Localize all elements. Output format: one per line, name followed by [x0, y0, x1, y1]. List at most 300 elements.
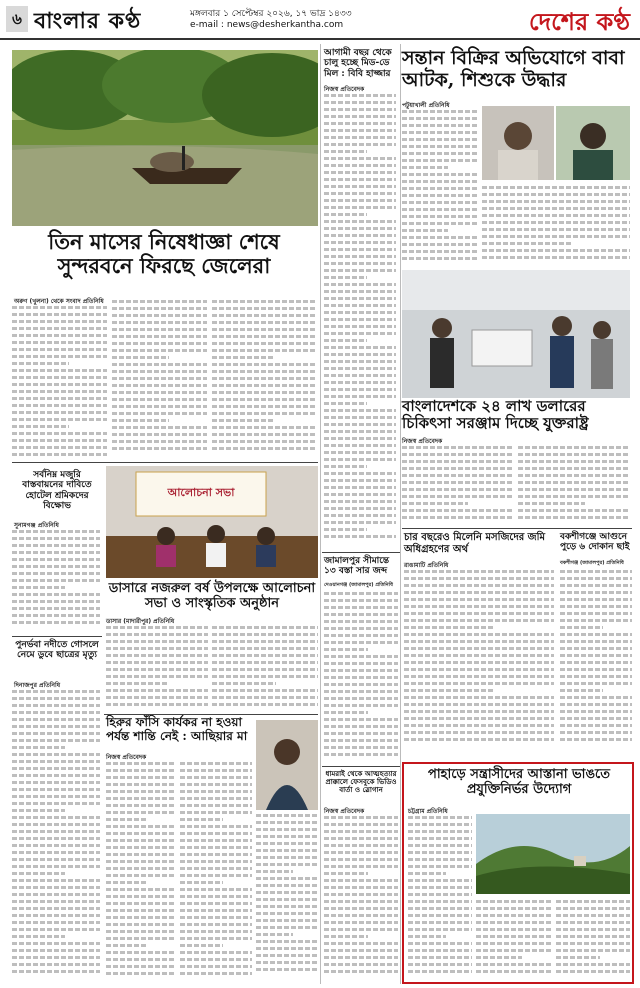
- body-text-line: [402, 159, 478, 162]
- body-text-line: [324, 332, 396, 335]
- body-text-line: [402, 201, 478, 204]
- body-text-line: [476, 956, 522, 959]
- body-text-line: [518, 446, 630, 449]
- body-text-line: [408, 963, 472, 966]
- body-text-line: [324, 465, 367, 468]
- body-text-line: [324, 458, 396, 461]
- body-text-line: [212, 640, 318, 643]
- body-text-line: [324, 129, 396, 132]
- body-text-line: [518, 467, 630, 470]
- body-text-line: [106, 703, 208, 706]
- body-text-line: [324, 746, 398, 749]
- body-text-line: [106, 965, 176, 968]
- body-text-line: [256, 898, 318, 901]
- body-text-line: [404, 647, 554, 650]
- body-text-line: [324, 479, 396, 482]
- body-text-line: [12, 739, 100, 742]
- body-text-line: [12, 928, 100, 931]
- body-text-line: [324, 304, 396, 307]
- body-text-line: [482, 242, 571, 245]
- body-text-line: [324, 893, 398, 896]
- body-text-line: [324, 970, 398, 973]
- body-text-line: [324, 900, 398, 903]
- body-text-line: [560, 633, 632, 636]
- body-text-line: [180, 916, 252, 919]
- body-text-line: [12, 704, 100, 707]
- body-text-line: [402, 145, 478, 148]
- body-text-line: [404, 731, 554, 734]
- body-text-line: [560, 577, 632, 580]
- body-text-line: [324, 500, 396, 503]
- body-text-line: [12, 795, 100, 798]
- body-text-line: [324, 620, 398, 623]
- child-sale-photo: [482, 106, 554, 180]
- body-text-line: [106, 762, 176, 765]
- body-text-line: [482, 207, 630, 210]
- body-text-line: [180, 762, 252, 765]
- body-text-line: [12, 942, 100, 945]
- hills-body: [408, 816, 472, 978]
- body-text-line: [12, 558, 100, 561]
- body-text-line: [324, 437, 396, 440]
- body-text-line: [106, 661, 208, 664]
- body-text-line: [180, 958, 252, 961]
- body-text-line: [106, 958, 176, 961]
- body-text-line: [12, 823, 100, 826]
- body-text-line: [402, 495, 512, 498]
- body-text-line: [12, 621, 100, 624]
- body-text-line: [12, 607, 100, 610]
- body-text-line: [402, 110, 478, 113]
- body-text-line: [212, 696, 318, 699]
- body-text-line: [256, 856, 318, 859]
- body-text-line: [324, 592, 398, 595]
- child-sale-body: [402, 110, 478, 268]
- body-text-line: [476, 921, 552, 924]
- body-text-line: [518, 460, 630, 463]
- body-text-line: [212, 391, 316, 394]
- body-text-line: [12, 565, 100, 568]
- body-text-line: [112, 370, 207, 373]
- body-text-line: [12, 935, 65, 938]
- body-text-line: [12, 439, 107, 442]
- body-text-line: [106, 888, 176, 891]
- body-text-line: [212, 440, 316, 443]
- body-text-line: [180, 783, 252, 786]
- body-text-line: [12, 816, 100, 819]
- body-text-line: [556, 942, 630, 945]
- body-text-line: [324, 886, 398, 889]
- body-text-line: [402, 131, 478, 134]
- body-text-line: [12, 383, 107, 386]
- body-text-line: [324, 178, 396, 181]
- body-text-line: [404, 577, 554, 580]
- body-text-line: [256, 814, 318, 817]
- body-text-line: [12, 879, 100, 882]
- body-text-line: [12, 746, 65, 749]
- body-text-line: [256, 849, 318, 852]
- body-text-line: [402, 208, 478, 211]
- body-text-line: [212, 328, 316, 331]
- body-text-line: [402, 502, 468, 505]
- body-text-line: [324, 956, 398, 959]
- body-text-line: [106, 972, 176, 975]
- body-text-line: [560, 675, 632, 678]
- body-text-line: [112, 447, 207, 450]
- hills-byline: চট্টগ্রাম প্রতিনিধি: [408, 808, 448, 815]
- body-text-line: [324, 486, 396, 489]
- body-text-line: [324, 262, 396, 265]
- body-text-line: [256, 912, 318, 915]
- body-text-line: [482, 214, 630, 217]
- body-text-line: [212, 433, 316, 436]
- body-text-line: [324, 136, 396, 139]
- body-text-line: [212, 405, 316, 408]
- body-text-line: [212, 633, 318, 636]
- fire-headline: বকশীগঞ্জে আগুনে পুড়ে ৬ দোকান ছাই: [560, 532, 630, 553]
- body-text-line: [324, 185, 396, 188]
- body-text-line: [212, 398, 316, 401]
- body-text-line: [324, 423, 396, 426]
- body-text-line: [556, 900, 630, 903]
- body-text-line: [404, 703, 554, 706]
- body-text-line: [106, 916, 176, 919]
- body-text-line: [404, 626, 494, 629]
- body-text-line: [212, 342, 316, 345]
- body-text-line: [518, 516, 630, 519]
- midday-meal-byline: নিজস্ব প্রতিবেদক: [324, 86, 365, 93]
- body-text-line: [12, 711, 100, 714]
- body-text-line: [212, 654, 318, 657]
- body-text-line: [324, 234, 396, 237]
- body-text-line: [180, 769, 252, 772]
- body-text-line: [408, 893, 472, 896]
- body-text-line: [476, 914, 552, 917]
- body-text-line: [556, 928, 630, 931]
- body-text-line: [256, 926, 318, 929]
- body-text-line: [404, 570, 554, 573]
- body-text-line: [12, 893, 100, 896]
- body-text-line: [324, 830, 398, 833]
- body-text-line: [324, 963, 398, 966]
- body-text-line: [12, 537, 100, 540]
- nazrul-byline: ডাসার (মাদারীপুর) প্রতিনিধি: [106, 618, 175, 625]
- body-text-line: [408, 928, 472, 931]
- body-text-line: [402, 250, 478, 253]
- hiru-headline: হিরুর ফাঁসি কার্যকর না হওয়া পর্যন্ত শান্তি নেই : আছিয়ার মা: [106, 715, 248, 743]
- body-text-line: [212, 668, 318, 671]
- body-text-line: [256, 863, 318, 866]
- fire-byline: বকশীগঞ্জ (জামালপুর) প্রতিনিধি: [560, 560, 624, 566]
- body-text-line: [560, 591, 632, 594]
- body-text-line: [408, 907, 472, 910]
- body-text-line: [482, 200, 630, 203]
- hiru-byline: নিজস্ব প্রতিবেদক: [106, 754, 147, 761]
- body-text-line: [12, 530, 100, 533]
- body-text-line: [404, 584, 554, 587]
- body-text-line: [12, 453, 107, 456]
- body-text-line: [212, 314, 316, 317]
- body-text-line: [112, 328, 207, 331]
- body-text-line: [324, 269, 396, 272]
- body-text-line: [12, 858, 100, 861]
- body-text-line: [324, 241, 396, 244]
- body-text-line: [12, 851, 100, 854]
- body-text-line: [324, 697, 398, 700]
- body-text-line: [408, 858, 472, 861]
- body-text-line: [180, 797, 252, 800]
- body-text-line: [404, 696, 554, 699]
- hiru-photo: [256, 720, 318, 810]
- body-text-line: [106, 825, 176, 828]
- body-text-line: [106, 944, 148, 947]
- body-text-line: [404, 640, 554, 643]
- body-text-line: [324, 94, 396, 97]
- body-text-line: [212, 363, 316, 366]
- body-text-line: [324, 521, 396, 524]
- body-text-line: [106, 853, 176, 856]
- body-text-line: [560, 689, 603, 692]
- body-text-line: [12, 802, 100, 805]
- body-text-line: [556, 963, 630, 966]
- body-text-line: [112, 377, 207, 380]
- body-text-line: [518, 474, 630, 477]
- body-text-line: [180, 776, 252, 779]
- mosque-land-body: [404, 570, 554, 750]
- body-text-line: [106, 668, 208, 671]
- body-text-line: [212, 689, 318, 692]
- body-text-line: [408, 851, 472, 854]
- body-text-line: [212, 682, 276, 685]
- body-text-line: [324, 816, 398, 819]
- body-text-line: [12, 788, 100, 791]
- body-text-line: [324, 528, 367, 531]
- body-text-line: [212, 349, 316, 352]
- body-text-line: [408, 935, 446, 938]
- body-text-line: [324, 514, 396, 517]
- body-text-line: [12, 369, 107, 372]
- body-text-line: [482, 193, 630, 196]
- body-text-line: [404, 598, 554, 601]
- body-text-line: [404, 724, 554, 727]
- body-text-line: [106, 818, 148, 821]
- body-text-line: [256, 877, 318, 880]
- child-sale-photo-2: [556, 106, 630, 180]
- body-text-line: [12, 949, 100, 952]
- body-text-line: [106, 881, 148, 884]
- body-text-line: [324, 935, 368, 938]
- body-text-line: [324, 732, 398, 735]
- body-text-line: [402, 152, 478, 155]
- body-text-line: [256, 968, 318, 971]
- body-text-line: [12, 544, 100, 547]
- body-text-line: [324, 276, 367, 279]
- body-text-line: [106, 776, 176, 779]
- body-text-line: [402, 187, 478, 190]
- body-text-line: [324, 164, 396, 167]
- body-text-line: [324, 360, 396, 363]
- body-text-line: [556, 914, 630, 917]
- body-text-line: [404, 612, 554, 615]
- body-text-line: [112, 349, 207, 352]
- drowning-byline: দিনাজপুর প্রতিনিধি: [14, 682, 61, 689]
- body-text-line: [112, 412, 207, 415]
- body-text-line: [180, 930, 252, 933]
- body-text-line: [112, 419, 169, 422]
- body-text-line: [324, 416, 396, 419]
- body-text-line: [404, 605, 554, 608]
- body-text-line: [324, 634, 398, 637]
- body-text-line: [112, 433, 207, 436]
- fire-body: [560, 570, 632, 750]
- body-text-line: [12, 907, 100, 910]
- body-text-line: [402, 222, 478, 225]
- body-text-line: [402, 467, 512, 470]
- body-text-line: [12, 697, 100, 700]
- body-text-line: [212, 307, 316, 310]
- body-text-line: [402, 138, 478, 141]
- body-text-line: [212, 447, 316, 450]
- body-text-line: [560, 710, 632, 713]
- body-text-line: [256, 891, 318, 894]
- sundarban-body-3: [212, 300, 316, 460]
- body-text-line: [402, 117, 478, 120]
- body-text-line: [256, 821, 318, 824]
- body-text-line: [408, 956, 472, 959]
- body-text-line: [112, 307, 207, 310]
- body-text-line: [12, 886, 100, 889]
- body-text-line: [518, 502, 585, 505]
- body-text-line: [324, 402, 367, 405]
- body-text-line: [12, 760, 100, 763]
- column-rule: [320, 44, 321, 984]
- body-text-line: [402, 509, 512, 512]
- dhamrai-headline: ধামরাই থেকে আত্মহত্যার প্রাক্কালে ফেসবুকে ভিডিও বার্তা ও স্লোগান: [325, 769, 397, 795]
- body-text-line: [112, 314, 207, 317]
- body-text-line: [402, 453, 512, 456]
- workers-body: [12, 530, 100, 630]
- body-text-line: [106, 874, 176, 877]
- body-text-line: [106, 839, 176, 842]
- body-text-line: [106, 626, 208, 629]
- body-text-line: [324, 907, 398, 910]
- body-text-line: [112, 342, 207, 345]
- column-rule: [400, 44, 401, 984]
- body-text-line: [106, 846, 176, 849]
- body-text-line: [324, 192, 396, 195]
- body-text-line: [402, 173, 478, 176]
- body-text-line: [12, 362, 69, 365]
- body-text-line: [324, 921, 398, 924]
- body-text-line: [180, 972, 252, 975]
- body-text-line: [324, 669, 398, 672]
- body-text-line: [402, 229, 448, 232]
- body-text-line: [402, 180, 478, 183]
- body-text-line: [404, 668, 554, 671]
- body-text-line: [180, 832, 252, 835]
- body-text-line: [212, 370, 316, 373]
- body-text-line: [402, 460, 512, 463]
- body-text-line: [324, 599, 398, 602]
- body-text-line: [324, 395, 396, 398]
- body-text-line: [324, 535, 396, 538]
- child-sale-byline: পটুয়াখালী প্রতিনিধি: [402, 102, 450, 109]
- body-text-line: [324, 367, 396, 370]
- body-text-line: [12, 921, 100, 924]
- body-text-line: [482, 249, 630, 252]
- body-text-line: [408, 865, 472, 868]
- body-text-line: [12, 432, 107, 435]
- body-text-line: [180, 860, 252, 863]
- body-text-line: [556, 921, 630, 924]
- body-text-line: [560, 703, 632, 706]
- body-text-line: [324, 823, 398, 826]
- body-text-line: [324, 690, 398, 693]
- body-text-line: [402, 516, 512, 519]
- page-number: ৬: [6, 6, 28, 32]
- body-text-line: [324, 837, 398, 840]
- section-divider: [104, 714, 318, 715]
- body-text-line: [408, 844, 472, 847]
- body-text-line: [106, 832, 176, 835]
- body-text-line: [324, 381, 396, 384]
- body-text-line: [476, 942, 552, 945]
- body-text-line: [324, 613, 398, 616]
- midday-meal-body: [324, 94, 396, 546]
- body-text-line: [256, 954, 318, 957]
- body-text-line: [12, 600, 100, 603]
- body-text-line: [324, 718, 398, 721]
- body-text-line: [106, 682, 167, 685]
- body-text-line: [12, 837, 100, 840]
- body-text-line: [324, 606, 398, 609]
- body-text-line: [324, 711, 368, 714]
- section-divider: [12, 636, 102, 637]
- body-text-line: [324, 472, 396, 475]
- hills-photo: [476, 814, 630, 894]
- body-text-line: [404, 654, 554, 657]
- mosque-land-byline: রাঙামাটি প্রতিনিধি: [404, 562, 449, 569]
- hiru-body-3: [256, 814, 318, 980]
- body-text-line: [12, 718, 100, 721]
- body-text-line: [12, 914, 100, 917]
- body-text-line: [106, 902, 176, 905]
- body-text-line: [12, 872, 65, 875]
- body-text-line: [12, 690, 100, 693]
- body-text-line: [482, 221, 630, 224]
- body-text-line: [256, 835, 318, 838]
- body-text-line: [324, 339, 367, 342]
- body-text-line: [106, 804, 176, 807]
- hills-headline: পাহাড়ে সন্ত্রাসীদের আস্তানা ভাঙতে প্রযুক্তিনির্ভর উদ্যোগ: [428, 767, 610, 797]
- body-text-line: [106, 647, 208, 650]
- body-text-line: [324, 248, 396, 251]
- body-text-line: [180, 937, 252, 940]
- body-text-line: [180, 853, 252, 856]
- body-text-line: [112, 405, 207, 408]
- body-text-line: [324, 865, 398, 868]
- body-text-line: [12, 404, 107, 407]
- body-text-line: [12, 732, 100, 735]
- body-text-line: [180, 881, 223, 884]
- body-text-line: [518, 481, 630, 484]
- body-text-line: [12, 313, 107, 316]
- body-text-line: [324, 297, 396, 300]
- body-text-line: [324, 879, 398, 882]
- body-text-line: [324, 753, 398, 756]
- section-divider: [402, 528, 632, 529]
- body-text-line: [560, 696, 632, 699]
